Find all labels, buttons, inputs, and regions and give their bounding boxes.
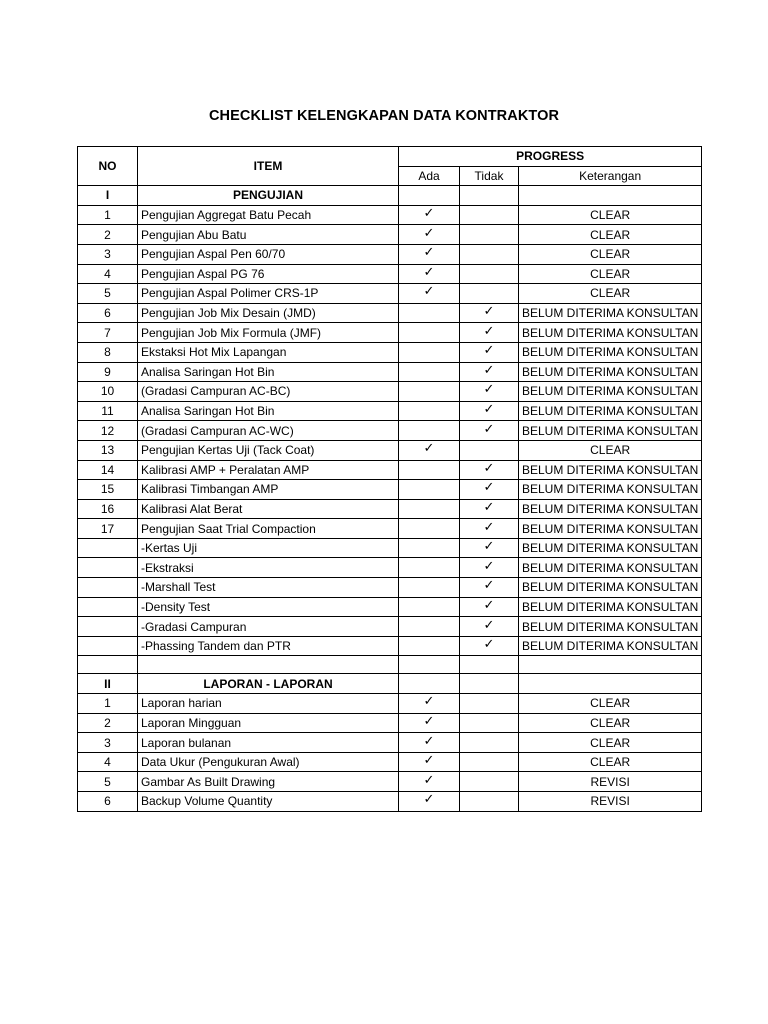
checkmark-icon: ✓	[483, 518, 495, 534]
cell-keterangan: BELUM DITERIMA KONSULTAN	[519, 362, 702, 382]
cell-item: Pengujian Aspal PG 76	[138, 264, 399, 284]
cell-ada	[399, 401, 460, 421]
checkmark-icon: ✓	[483, 381, 495, 397]
cell-item: -Density Test	[138, 597, 399, 617]
cell-keterangan: BELUM DITERIMA KONSULTAN	[519, 636, 702, 656]
cell-no: 13	[78, 440, 138, 460]
cell-keterangan: BELUM DITERIMA KONSULTAN	[519, 597, 702, 617]
cell-no: 17	[78, 519, 138, 539]
table-row	[78, 792, 702, 812]
cell-tidak	[460, 772, 519, 792]
cell-item: Pengujian Job Mix Desain (JMD)	[138, 303, 399, 323]
cell-keterangan: BELUM DITERIMA KONSULTAN	[519, 382, 702, 402]
cell-ada	[399, 382, 460, 402]
cell-tidak	[460, 440, 519, 460]
checkmark-icon: ✓	[483, 636, 495, 652]
cell-item: PENGUJIAN	[138, 186, 399, 206]
cell-ada	[399, 421, 460, 441]
cell-ada	[399, 617, 460, 637]
cell-no: 10	[78, 382, 138, 402]
checkmark-icon: ✓	[483, 342, 495, 358]
cell-keterangan	[519, 656, 702, 674]
table-row	[78, 772, 702, 792]
checkmark-icon: ✓	[423, 732, 435, 748]
cell-keterangan	[519, 674, 702, 694]
cell-ada	[399, 519, 460, 539]
cell-tidak	[460, 244, 519, 264]
cell-no: 15	[78, 480, 138, 500]
table-row	[78, 538, 702, 558]
cell-item: -Marshall Test	[138, 578, 399, 598]
cell-no: 9	[78, 362, 138, 382]
checkmark-icon: ✓	[483, 303, 495, 319]
cell-keterangan: BELUM DITERIMA KONSULTAN	[519, 480, 702, 500]
cell-keterangan: REVISI	[519, 792, 702, 812]
checkmark-icon: ✓	[483, 616, 495, 632]
cell-keterangan: BELUM DITERIMA KONSULTAN	[519, 303, 702, 323]
checklist-body	[78, 186, 702, 811]
table-row	[78, 713, 702, 733]
cell-keterangan: CLEAR	[519, 264, 702, 284]
cell-keterangan: CLEAR	[519, 713, 702, 733]
table-row	[78, 578, 702, 598]
cell-tidak	[460, 225, 519, 245]
cell-keterangan	[519, 186, 702, 206]
cell-ada	[399, 323, 460, 343]
cell-tidak	[460, 752, 519, 772]
cell-tidak	[460, 186, 519, 206]
table-row	[78, 421, 702, 441]
blank-row	[78, 656, 702, 674]
cell-no: 4	[78, 264, 138, 284]
cell-ada	[399, 674, 460, 694]
cell-tidak	[460, 538, 519, 558]
cell-ada	[399, 792, 460, 812]
table-row	[78, 733, 702, 753]
cell-no: 12	[78, 421, 138, 441]
cell-no: 4	[78, 752, 138, 772]
cell-ada	[399, 636, 460, 656]
cell-item: Kalibrasi Alat Berat	[138, 499, 399, 519]
table-row	[78, 362, 702, 382]
cell-item: -Ekstraksi	[138, 558, 399, 578]
cell-no	[78, 656, 138, 674]
cell-no	[78, 578, 138, 598]
cell-tidak	[460, 401, 519, 421]
table-row	[78, 401, 702, 421]
table-row	[78, 264, 702, 284]
cell-keterangan: BELUM DITERIMA KONSULTAN	[519, 538, 702, 558]
cell-tidak	[460, 597, 519, 617]
cell-item: Analisa Saringan Hot Bin	[138, 401, 399, 421]
cell-keterangan: CLEAR	[519, 752, 702, 772]
cell-ada	[399, 597, 460, 617]
cell-ada	[399, 460, 460, 480]
cell-no: 5	[78, 772, 138, 792]
cell-item: Backup Volume Quantity	[138, 792, 399, 812]
cell-item: -Gradasi Campuran	[138, 617, 399, 637]
cell-item	[138, 656, 399, 674]
checkmark-icon: ✓	[423, 224, 435, 240]
cell-item: Ekstaksi Hot Mix Lapangan	[138, 342, 399, 362]
header-tidak: Tidak	[460, 166, 519, 186]
checkmark-icon: ✓	[423, 752, 435, 768]
checklist-table	[77, 146, 702, 812]
cell-keterangan: BELUM DITERIMA KONSULTAN	[519, 421, 702, 441]
cell-no	[78, 558, 138, 578]
cell-tidak	[460, 342, 519, 362]
cell-tidak	[460, 284, 519, 304]
cell-ada	[399, 362, 460, 382]
cell-ada	[399, 772, 460, 792]
cell-tidak	[460, 674, 519, 694]
cell-keterangan: BELUM DITERIMA KONSULTAN	[519, 558, 702, 578]
table-row	[78, 694, 702, 714]
cell-ada	[399, 284, 460, 304]
document-title: CHECKLIST KELENGKAPAN DATA KONTRAKTOR	[208, 108, 560, 124]
cell-keterangan: CLEAR	[519, 440, 702, 460]
cell-tidak	[460, 656, 519, 674]
cell-item: Analisa Saringan Hot Bin	[138, 362, 399, 382]
cell-item: Laporan harian	[138, 694, 399, 714]
cell-no: 2	[78, 225, 138, 245]
table-row	[78, 519, 702, 539]
cell-no: 3	[78, 733, 138, 753]
checkmark-icon: ✓	[483, 401, 495, 417]
cell-tidak	[460, 792, 519, 812]
checkmark-icon: ✓	[423, 264, 435, 279]
cell-ada	[399, 244, 460, 264]
cell-no: 5	[78, 284, 138, 304]
cell-ada	[399, 656, 460, 674]
cell-no: 1	[78, 205, 138, 225]
cell-tidak	[460, 694, 519, 714]
table-row	[78, 225, 702, 245]
table-row	[78, 342, 702, 362]
cell-keterangan: BELUM DITERIMA KONSULTAN	[519, 519, 702, 539]
cell-ada	[399, 733, 460, 753]
cell-item: -Phassing Tandem dan PTR	[138, 636, 399, 656]
cell-ada	[399, 694, 460, 714]
header-ada: Ada	[399, 166, 460, 186]
table-row	[78, 752, 702, 772]
table-row	[78, 617, 702, 637]
table-row	[78, 460, 702, 480]
table-row	[78, 636, 702, 656]
cell-ada	[399, 480, 460, 500]
cell-tidak	[460, 519, 519, 539]
cell-item: Pengujian Aggregat Batu Pecah	[138, 205, 399, 225]
section-row	[78, 186, 702, 206]
cell-ada	[399, 558, 460, 578]
header-keterangan: Keterangan	[519, 166, 702, 186]
checkmark-icon: ✓	[423, 244, 435, 260]
cell-tidak	[460, 558, 519, 578]
cell-keterangan: CLEAR	[519, 205, 702, 225]
cell-ada	[399, 186, 460, 206]
checkmark-icon: ✓	[423, 791, 435, 807]
cell-ada	[399, 578, 460, 598]
cell-ada	[399, 342, 460, 362]
cell-keterangan: CLEAR	[519, 244, 702, 264]
table-row	[78, 480, 702, 500]
cell-ada	[399, 440, 460, 460]
cell-item: Kalibrasi Timbangan AMP	[138, 480, 399, 500]
cell-tidak	[460, 713, 519, 733]
cell-tidak	[460, 460, 519, 480]
table-row	[78, 244, 702, 264]
cell-tidak	[460, 362, 519, 382]
cell-no	[78, 636, 138, 656]
cell-keterangan: CLEAR	[519, 284, 702, 304]
cell-tidak	[460, 264, 519, 284]
cell-no: II	[78, 674, 138, 694]
checkmark-icon: ✓	[483, 577, 495, 593]
cell-ada	[399, 225, 460, 245]
table-row	[78, 597, 702, 617]
checkmark-icon: ✓	[483, 362, 495, 377]
cell-keterangan: BELUM DITERIMA KONSULTAN	[519, 617, 702, 637]
table-row	[78, 499, 702, 519]
cell-no: 16	[78, 499, 138, 519]
cell-item: Gambar As Built Drawing	[138, 772, 399, 792]
cell-ada	[399, 303, 460, 323]
cell-no: 3	[78, 244, 138, 264]
checkmark-icon: ✓	[483, 460, 495, 475]
cell-no	[78, 538, 138, 558]
cell-item: (Gradasi Campuran AC-WC)	[138, 421, 399, 441]
cell-item: Pengujian Saat Trial Compaction	[138, 519, 399, 539]
checkmark-icon: ✓	[423, 205, 435, 221]
cell-item: Laporan bulanan	[138, 733, 399, 753]
cell-no	[78, 617, 138, 637]
checkmark-icon: ✓	[423, 771, 435, 787]
checkmark-icon: ✓	[423, 693, 435, 709]
cell-keterangan: CLEAR	[519, 225, 702, 245]
cell-tidak	[460, 382, 519, 402]
cell-item: -Kertas Uji	[138, 538, 399, 558]
cell-no: 7	[78, 323, 138, 343]
cell-ada	[399, 538, 460, 558]
cell-keterangan: BELUM DITERIMA KONSULTAN	[519, 323, 702, 343]
cell-no: 6	[78, 792, 138, 812]
cell-no: 6	[78, 303, 138, 323]
cell-tidak	[460, 578, 519, 598]
cell-tidak	[460, 323, 519, 343]
cell-item: Pengujian Kertas Uji (Tack Coat)	[138, 440, 399, 460]
cell-item: (Gradasi Campuran AC-BC)	[138, 382, 399, 402]
cell-item: Pengujian Aspal Pen 60/70	[138, 244, 399, 264]
cell-ada	[399, 205, 460, 225]
cell-item: Laporan Mingguan	[138, 713, 399, 733]
checkmark-icon: ✓	[483, 538, 495, 554]
checkmark-icon: ✓	[423, 440, 435, 456]
cell-tidak	[460, 617, 519, 637]
checkmark-icon: ✓	[483, 557, 495, 573]
cell-keterangan: CLEAR	[519, 733, 702, 753]
header-item: ITEM	[138, 147, 399, 186]
cell-tidak	[460, 421, 519, 441]
cell-ada	[399, 752, 460, 772]
section-row	[78, 674, 702, 694]
checkmark-icon: ✓	[423, 713, 435, 728]
checkmark-icon: ✓	[483, 479, 495, 495]
cell-no	[78, 597, 138, 617]
cell-no: 1	[78, 694, 138, 714]
cell-keterangan: BELUM DITERIMA KONSULTAN	[519, 460, 702, 480]
checkmark-icon: ✓	[483, 322, 495, 338]
cell-ada	[399, 713, 460, 733]
table-row	[78, 284, 702, 304]
cell-keterangan: BELUM DITERIMA KONSULTAN	[519, 401, 702, 421]
cell-tidak	[460, 205, 519, 225]
cell-item: Pengujian Job Mix Formula (JMF)	[138, 323, 399, 343]
cell-no: I	[78, 186, 138, 206]
cell-item: LAPORAN - LAPORAN	[138, 674, 399, 694]
cell-no: 2	[78, 713, 138, 733]
table-row	[78, 205, 702, 225]
cell-no: 11	[78, 401, 138, 421]
header-no: NO	[78, 147, 138, 186]
cell-keterangan: CLEAR	[519, 694, 702, 714]
cell-tidak	[460, 636, 519, 656]
cell-no: 14	[78, 460, 138, 480]
cell-keterangan: REVISI	[519, 772, 702, 792]
cell-ada	[399, 264, 460, 284]
cell-tidak	[460, 733, 519, 753]
table-row	[78, 303, 702, 323]
cell-tidak	[460, 303, 519, 323]
table-row	[78, 382, 702, 402]
cell-keterangan: BELUM DITERIMA KONSULTAN	[519, 499, 702, 519]
header-progress: PROGRESS	[399, 147, 702, 167]
cell-item: Data Ukur (Pengukuran Awal)	[138, 752, 399, 772]
cell-tidak	[460, 499, 519, 519]
table-row	[78, 440, 702, 460]
cell-tidak	[460, 480, 519, 500]
checkmark-icon: ✓	[483, 420, 495, 436]
checkmark-icon: ✓	[423, 283, 435, 299]
checkmark-icon: ✓	[483, 597, 495, 612]
checkmark-icon: ✓	[483, 499, 495, 514]
cell-keterangan: BELUM DITERIMA KONSULTAN	[519, 578, 702, 598]
header-row-top	[78, 147, 702, 167]
cell-keterangan: BELUM DITERIMA KONSULTAN	[519, 342, 702, 362]
cell-item: Pengujian Abu Batu	[138, 225, 399, 245]
cell-item: Kalibrasi AMP + Peralatan AMP	[138, 460, 399, 480]
cell-no: 8	[78, 342, 138, 362]
table-row	[78, 323, 702, 343]
cell-ada	[399, 499, 460, 519]
cell-item: Pengujian Aspal Polimer CRS-1P	[138, 284, 399, 304]
table-row	[78, 558, 702, 578]
